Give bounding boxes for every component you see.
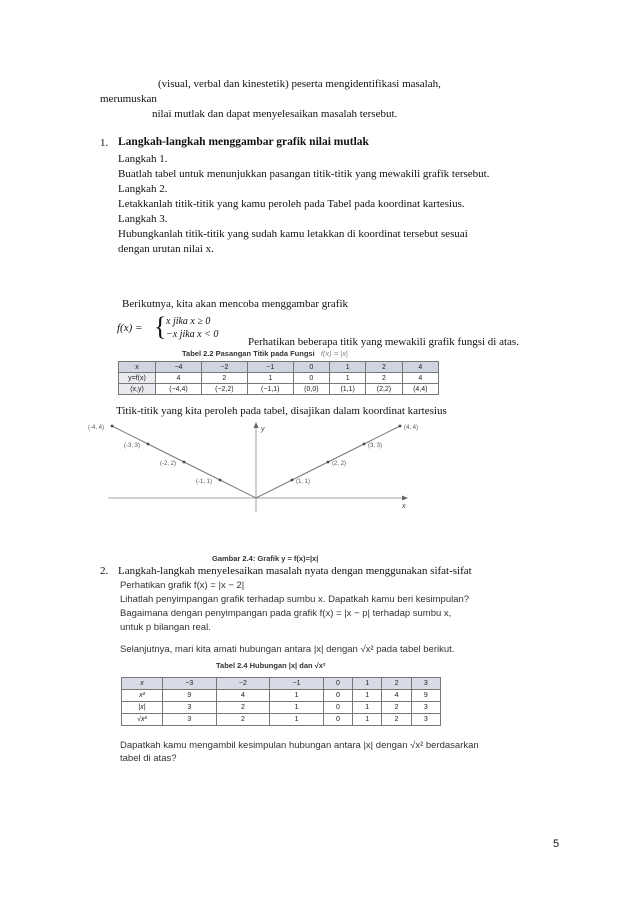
- figure-caption: Gambar 2.4: Grafik y = f(x)=|x|: [212, 554, 319, 563]
- section2-p2: Lihatlah penyimpangan grafik terhadap sumbu x. Dapatkah kamu beri kesimpulan?: [120, 594, 470, 605]
- graph-point: [291, 479, 294, 482]
- table-cell: 4: [156, 373, 202, 384]
- table-cell: 1: [270, 690, 324, 702]
- table-cell: −2: [216, 678, 270, 690]
- brace-icon: {: [154, 312, 167, 341]
- table-cell: 1: [353, 714, 382, 726]
- section1-line: Langkah 1.: [118, 153, 168, 165]
- section1-line: Langkah 2.: [118, 183, 168, 195]
- table-cell: y=f(x): [119, 373, 156, 384]
- y-axis-arrow-icon: [254, 422, 259, 428]
- table22-caption-text: Tabel 2.2 Pasangan Titik pada Fungsi: [182, 349, 315, 358]
- section1-number: 1.: [100, 137, 109, 149]
- graph-point-label: (-3, 3): [124, 443, 141, 449]
- table-cell: 3: [411, 714, 440, 726]
- table-row: [122, 714, 441, 726]
- table-cell: (x,y): [119, 384, 156, 395]
- table-cell: (2,2): [366, 384, 402, 395]
- intro-line-3: nilai mutlak dan dapat menyelesaikan masalah tersebut.: [152, 108, 398, 120]
- table-cell: 0: [323, 678, 352, 690]
- graph-point-label: (4, 4): [404, 425, 419, 431]
- table-row: [122, 702, 441, 714]
- function-case-2: −x jika x < 0: [166, 329, 219, 340]
- table-cell: −4: [156, 362, 202, 373]
- graph-point: [363, 443, 366, 446]
- table-cell: 2: [366, 373, 402, 384]
- function-lhs: f(x) =: [117, 322, 143, 334]
- table-cell: 3: [163, 702, 217, 714]
- table-cell: 0: [293, 362, 329, 373]
- table-cell: (−2,2): [201, 384, 247, 395]
- table-row: [119, 373, 439, 384]
- section2-p3: Bagaimana dengan penyimpangan pada grafik f(x) = |x − p| terhadap sumbu x,: [120, 608, 452, 619]
- table-cell: 3: [411, 678, 440, 690]
- graph-point: [399, 425, 402, 428]
- table-cell: 1: [270, 702, 324, 714]
- graph-point-label: (3, 3): [368, 443, 383, 449]
- table-cell: 9: [163, 690, 217, 702]
- table-cell: 0: [323, 714, 352, 726]
- table-row: [119, 384, 439, 395]
- table-cell: 2: [382, 678, 411, 690]
- graph-point-label: (-1, 1): [196, 479, 213, 485]
- graph-point-label: (1, 1): [296, 479, 311, 485]
- table-cell: 0: [293, 373, 329, 384]
- section2-p4: untuk p bilangan real.: [120, 622, 211, 633]
- table-cell: 0: [323, 690, 352, 702]
- section1-line: dengan urutan nilai x.: [118, 243, 214, 255]
- table-cell: 9: [411, 690, 440, 702]
- table-cell: 2: [216, 702, 270, 714]
- table-row: [119, 362, 439, 373]
- table-cell: −1: [247, 362, 293, 373]
- table-cell: 4: [402, 373, 438, 384]
- section1-line: Langkah 3.: [118, 213, 168, 225]
- graph-point: [327, 461, 330, 464]
- table-cell: √x²: [122, 714, 163, 726]
- table-cell: 1: [270, 714, 324, 726]
- table-cell: 1: [353, 702, 382, 714]
- page-number: 5: [553, 838, 560, 850]
- table-cell: 2: [382, 714, 411, 726]
- table-cell: 4: [382, 690, 411, 702]
- graph-intro-after: Perhatikan beberapa titik yang mewakili grafik fungsi di atas.: [248, 336, 519, 348]
- table-cell: 3: [163, 714, 217, 726]
- table-cell: (−4,4): [156, 384, 202, 395]
- intro-line-2: merumuskan: [100, 93, 157, 105]
- graph-point: [147, 443, 150, 446]
- table-cell: x²: [122, 690, 163, 702]
- table-cell: 1: [353, 678, 382, 690]
- table-row: [122, 690, 441, 702]
- section1-heading: Langkah-langkah menggambar grafik nilai mutlak: [118, 136, 369, 148]
- table-cell: 1: [353, 690, 382, 702]
- table-cell: (−1,1): [247, 384, 293, 395]
- table-cell: −2: [201, 362, 247, 373]
- table-cell: 1: [330, 362, 366, 373]
- table-cell: 0: [323, 702, 352, 714]
- table24-caption: Tabel 2.4 Hubungan |x| dan √x²: [216, 661, 326, 670]
- graph-point-label: (-2, 2): [160, 461, 177, 467]
- graph-point: [219, 479, 222, 482]
- section2-p1: Perhatikan grafik f(x) = |x − 2|: [120, 580, 245, 591]
- graph-point: [111, 425, 114, 428]
- table-cell: 2: [366, 362, 402, 373]
- table-cell: 1: [330, 373, 366, 384]
- intro-line-1: (visual, verbal dan kinestetik) peserta mengidentifikasi masalah,: [158, 78, 441, 90]
- closing-line-2: tabel di atas?: [120, 753, 177, 764]
- table-cell: 2: [216, 714, 270, 726]
- graph-intro-text: Berikutnya, kita akan mencoba menggambar grafik: [122, 298, 349, 310]
- table-cell: 2: [201, 373, 247, 384]
- table-cell: x: [122, 678, 163, 690]
- function-case-1: x jika x ≥ 0: [166, 316, 211, 327]
- table22-caption-fn: f(x) = |x|: [320, 349, 348, 358]
- table22-caption: [182, 349, 348, 358]
- x-axis-arrow-icon: [402, 496, 408, 501]
- y-axis-label: y: [261, 426, 265, 433]
- table-cell: −1: [270, 678, 324, 690]
- table-cell: 4: [216, 690, 270, 702]
- section2-heading: Langkah-langkah menyelesaikan masalah nyata dengan menggunakan sifat-sifat: [118, 565, 472, 577]
- section1-line: Letakkanlah titik-titik yang kamu peroleh pada Tabel pada koordinat kartesius.: [118, 198, 465, 210]
- table-cell: (0,0): [293, 384, 329, 395]
- table-cell: 3: [411, 702, 440, 714]
- section2-number: 2.: [100, 565, 109, 577]
- table-cell: (1,1): [330, 384, 366, 395]
- table-cell: 1: [247, 373, 293, 384]
- table-cell: 4: [402, 362, 438, 373]
- table-cell: x: [119, 362, 156, 373]
- table-cell: 2: [382, 702, 411, 714]
- table-row: [122, 678, 441, 690]
- abs-value-graph: [88, 418, 420, 514]
- section1-line: Buatlah tabel untuk menunjukkan pasangan titik-titik yang mewakili grafik tersebut.: [118, 168, 490, 180]
- table-2-4: [121, 677, 441, 726]
- graph-caption-line: Titik-titik yang kita peroleh pada tabel, disajikan dalam koordinat kartesius: [116, 405, 447, 417]
- table-cell: −3: [163, 678, 217, 690]
- section2-p5: Selanjutnya, mari kita amati hubungan antara |x| dengan √x² pada tabel berikut.: [120, 644, 455, 655]
- table-cell: (4,4): [402, 384, 438, 395]
- graph-point-label: (2, 2): [332, 461, 347, 467]
- graph-point: [183, 461, 186, 464]
- closing-line-1: Dapatkah kamu mengambil kesimpulan hubungan antara |x| dengan √x² berdasarkan: [120, 740, 479, 751]
- x-axis-label: x: [402, 503, 406, 510]
- graph-point-label: (-4, 4): [88, 425, 105, 431]
- table-cell: |x|: [122, 702, 163, 714]
- table-2-2: [118, 361, 439, 395]
- section1-line: Hubungkanlah titik-titik yang sudah kamu letakkan di koordinat tersebut sesuai: [118, 228, 468, 240]
